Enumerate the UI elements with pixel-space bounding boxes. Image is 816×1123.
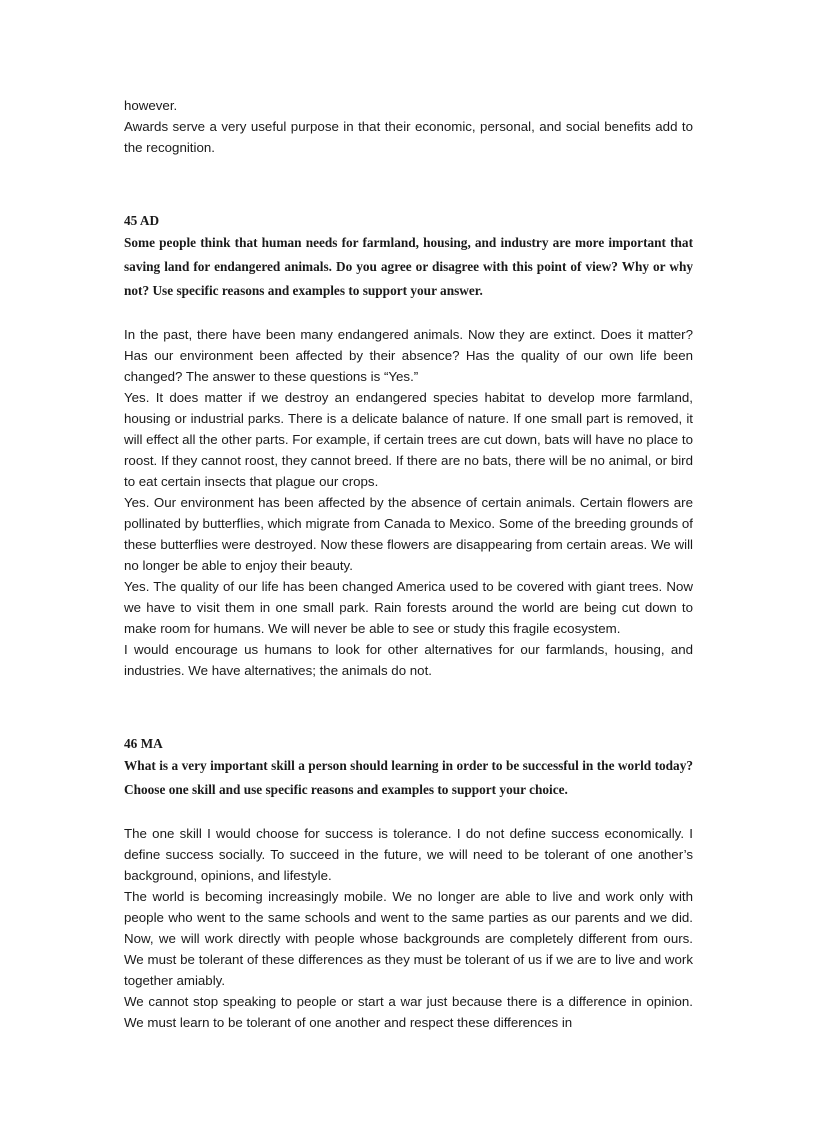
- intro-paragraph: however.: [124, 98, 178, 113]
- essay-paragraph: Yes. It does matter if we destroy an endangered species habitat to develop more farmland, housing or industrial parks. There is a delicate balance of nature. If one small part is removed, it will effect all the other parts. For example, if certain trees are cut down, bats will have no place to roost. If they cannot roost, they cannot breed. If there are no bats, there will be no animal, or bird to eat certain insects that plague our crops.: [124, 390, 693, 489]
- essay-heading: 45 AD: [124, 213, 160, 228]
- essay-heading: 46 MA: [124, 736, 163, 751]
- essay-paragraph: I would encourage us humans to look for other alternatives for our farmlands, housing, and industries. We have alternatives; the animals do not.: [124, 642, 693, 678]
- essay-45: [124, 210, 693, 681]
- essay-paragraph: The world is becoming increasingly mobile. We no longer are able to live and work only with people who went to the same schools and went to the same parties as our parents and we did. Now, we will work directly with people whose backgrounds are completely different from ours. We must be tolerant of these differences as they must be tolerant of us if we are to live and work together amiably.: [124, 889, 693, 988]
- intro-paragraph: Awards serve a very useful purpose in that their economic, personal, and social benefits add to the recognition.: [124, 119, 693, 155]
- document-page: [124, 95, 693, 1033]
- essay-prompt: What is a very important skill a person should learning in order to be successful in the world today? Choose one skill and use specific reasons and examples to support your choice.: [124, 758, 693, 797]
- essay-paragraph: The one skill I would choose for success is tolerance. I do not define success economically. I define success socially. To succeed in the future, we will need to be tolerant of one another’s background, opinions, and lifestyle.: [124, 826, 693, 883]
- section-gap: [124, 681, 693, 733]
- essay-46: [124, 733, 693, 1033]
- essay-paragraph: Yes. Our environment has been affected by the absence of certain animals. Certain flowers are pollinated by butterflies, which migrate from Canada to Mexico. Some of the breeding grounds of these butterflies were destroyed. Now these flowers are disappearing from certain areas. We will no longer be able to enjoy their beauty.: [124, 495, 693, 573]
- section-gap: [124, 158, 693, 210]
- prompt-gap: [124, 802, 693, 823]
- essay-paragraph: Yes. The quality of our life has been changed America used to be covered with giant trees. Now we have to visit them in one small park. Rain forests around the world are being cut down to make room for humans. We will never be able to see or study this fragile ecosystem.: [124, 579, 693, 636]
- prompt-gap: [124, 303, 693, 324]
- essay-paragraph: In the past, there have been many endangered animals. Now they are extinct. Does it matter? Has our environment been affected by their absence? Has the quality of our own life been changed? The answer to these questions is “Yes.”: [124, 327, 693, 384]
- essay-paragraph: We cannot stop speaking to people or start a war just because there is a difference in opinion. We must learn to be tolerant of one another and respect these differences in: [124, 994, 693, 1030]
- essay-prompt: Some people think that human needs for farmland, housing, and industry are more important that saving land for endangered animals. Do you agree or disagree with this point of view? Why or why not? Use specific reasons and examples to support your answer.: [124, 235, 693, 298]
